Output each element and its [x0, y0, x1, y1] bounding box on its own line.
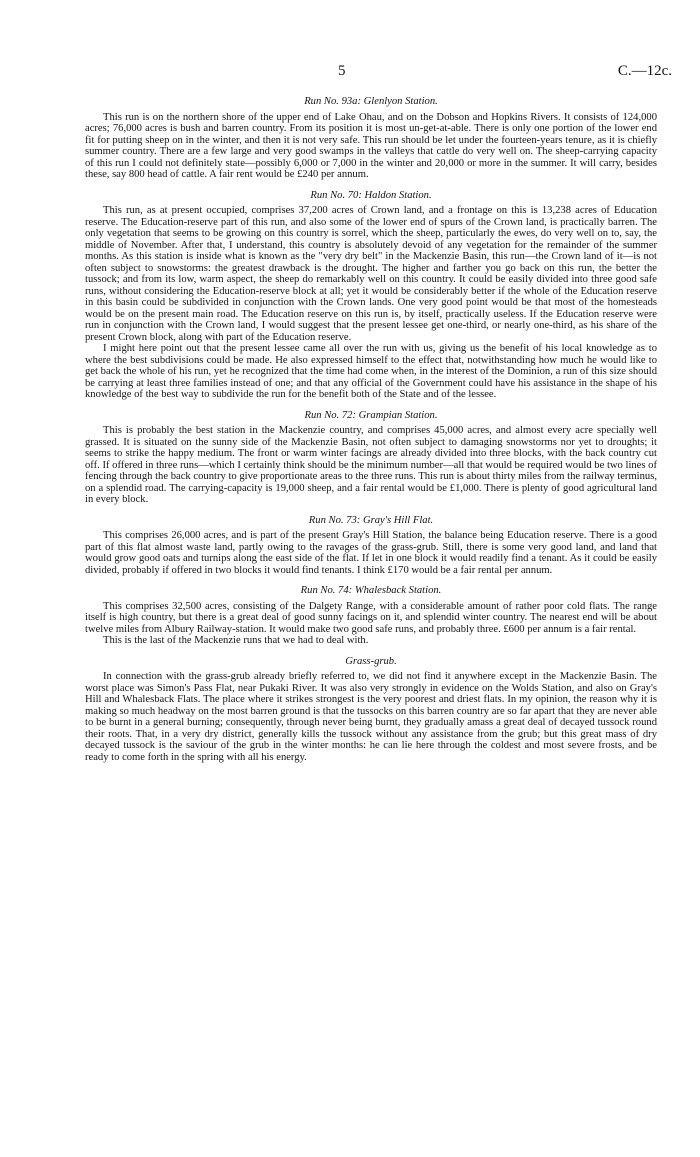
section-heading: Run No. 70: Haldon Station. [310, 189, 432, 201]
section-grass-grub [85, 656, 657, 764]
paragraph: This is the last of the Mackenzie runs that we had to deal with. [103, 635, 369, 646]
paragraph: This comprises 32,500 acres, consisting of the Dalgety Range, with a considerable amount of rather poor cold flats. The range itself is high country, but there is a great deal of good sunny facings on it, and splendid winter country. The nearest end will be about twelve miles from Albury Railway-station. It would make two good safe runs, and probably three. £600 per annum is a fair rental. [85, 600, 657, 635]
document-reference: C.—12c. [617, 63, 672, 79]
section-whalesback-station [85, 585, 657, 647]
section-haldon-station [85, 190, 657, 401]
paragraph: In connection with the grass-grub already briefly referred to, we did not find it anywhere except in the Mackenzie Basin. The worst place was Simon's Pass Flat, near Pukaki River. It was also very strongly in evidence on the Wolds Station, and also on Gray's Hill and Whalesback Flats. The place where it strikes strongest is the very poorest and driest flats. In my opinion, the reason why it is making so much headway on the most barren ground is that the tussocks on this barren country are so far apart that they are never able to be burnt in a general burning; consequently, through never being burnt, they gradually amass a great deal of decayed tussock round their roots. That, in a very dry district, generally kills the tussock without any assistance from the grub; but this great mass of dry decayed tussock is the saviour of the grub in the winter months: he can lie here through the coldest and most severe frosts, and be ready to come forth in the spring with all his energy. [85, 671, 657, 763]
paragraph: This run, as at present occupied, comprises 37,200 acres of Crown land, and a frontage on this is 13,238 acres of Education reserve. The Education-reserve part of this run, and also some of the lower end of spurs of the Crown land, is practically barren. The only vegetation that seems to be growing on this country is sorrel, which the sheep, particularly the ewes, do very well on to, say, the middle of November. After that, I understand, this country is absolutely devoid of any vegetation for the remainder of the summer months. As this station is inside what is known as the "very dry belt" in the Mackenzie Basin, this run—the Crown land of it—is not often subject to snowstorms: the greatest drawback is the drought. The higher and farther you go back on this run, the better the tussock; and from its low, warm aspect, the sheep do remarkably well on this country. It could be easily divided into three good safe runs, without considering the Education-reserve block at all; yet it would be considerably better if the whole of the Education reserve in this basin could be subdivided in conjunction with the Crown lands. One very good point would be that most of the homesteads would be on the present main road. The Education reserve on this run is, by itself, practically useless. If the Education reserve were run in conjunction with the Crown land, I would suggest that the present lessee get one-third, or nearly one-third, as his share of the present Crown block, along with part of the Education reserve. [85, 205, 657, 343]
section-grays-hill-flat [85, 515, 657, 577]
section-grampian-station [85, 410, 657, 506]
paragraph: This is probably the best station in the Mackenzie country, and comprises 45,000 acres, and almost every acre specially well grassed. It is situated on the sunny side of the Mackenzie Basin, not often subject to damaging snowstorms nor yet to droughts; it seems to strike the happy medium. The front or warm winter facings are already divided into three blocks, with the back country cut off. If offered in three runs—which I certainly think should be the minimum number—all that would be required would be two lines of fencing through the back country to give proportionate areas to the three runs. This run is about thirty miles from the railway terminus, on a splendid road. The carrying-capacity is 19,000 sheep, and a fair rental would be £1,000. There is plenty of good agricultural land in every block. [85, 425, 657, 505]
paragraph: This comprises 26,000 acres, and is part of the present Gray's Hill Station, the balance being Education reserve. There is a good part of this flat almost waste land, partly owing to the ravages of the grass-grub. Still, there is some very good land, and land that would grow good oats and turnips along the east side of the flat. If let in one block it would readily find a tenant. As it could be easily divided, probably if offered in two blocks it would find tenants. I think £170 would be a fair rental per annum. [85, 530, 657, 576]
section-heading: Run No. 73: Gray's Hill Flat. [308, 514, 434, 526]
section-heading: Run No. 93a: Glenlyon Station. [304, 96, 438, 107]
page-number: 5 [338, 63, 346, 79]
section-heading: Run No. 72: Grampian Station. [304, 409, 438, 421]
paragraph: I might here point out that the present lessee came all over the run with us, giving us the benefit of his local knowledge as to where the best subdivisions could be made. He also expressed himself to the effect that, notwithstanding how much he would like to get back the whole of his run, yet he recognized that the time had come when, in the interest of the Dominion, a run of this size should be carrying at least three families instead of one; and that any official of the Government could have his assistance in the shape of his knowledge of the best way to subdivide the run for the benefit both of the State and of the lessee. [85, 343, 657, 400]
section-glenlyon-station [85, 96, 657, 181]
section-heading: Run No. 74: Whalesback Station. [300, 585, 442, 596]
page-header [0, 63, 700, 82]
document-body [85, 96, 657, 772]
paragraph: This run is on the northern shore of the upper end of Lake Ohau, and on the Dobson and Hopkins Rivers. It consists of 124,000 acres; 76,000 acres is bush and barren country. From its position it is most un-get-at-able. There is only one portion of the lower end fit for putting sheep on in the winter, and then it is not very safe. This run should be let under the fourteen-years tenure, as it is chiefly summer country. There are a few large and very good swamps in the valleys that cattle do very well on. The sheep-carrying capacity of this run I could not definitely state—possibly 6,000 or 7,000 in the winter and 20,000 or more in the summer. It will carry, besides these, say 800 head of cattle. A fair rent would be £240 per annum. [85, 111, 657, 180]
section-heading: Grass-grub. [345, 655, 397, 667]
